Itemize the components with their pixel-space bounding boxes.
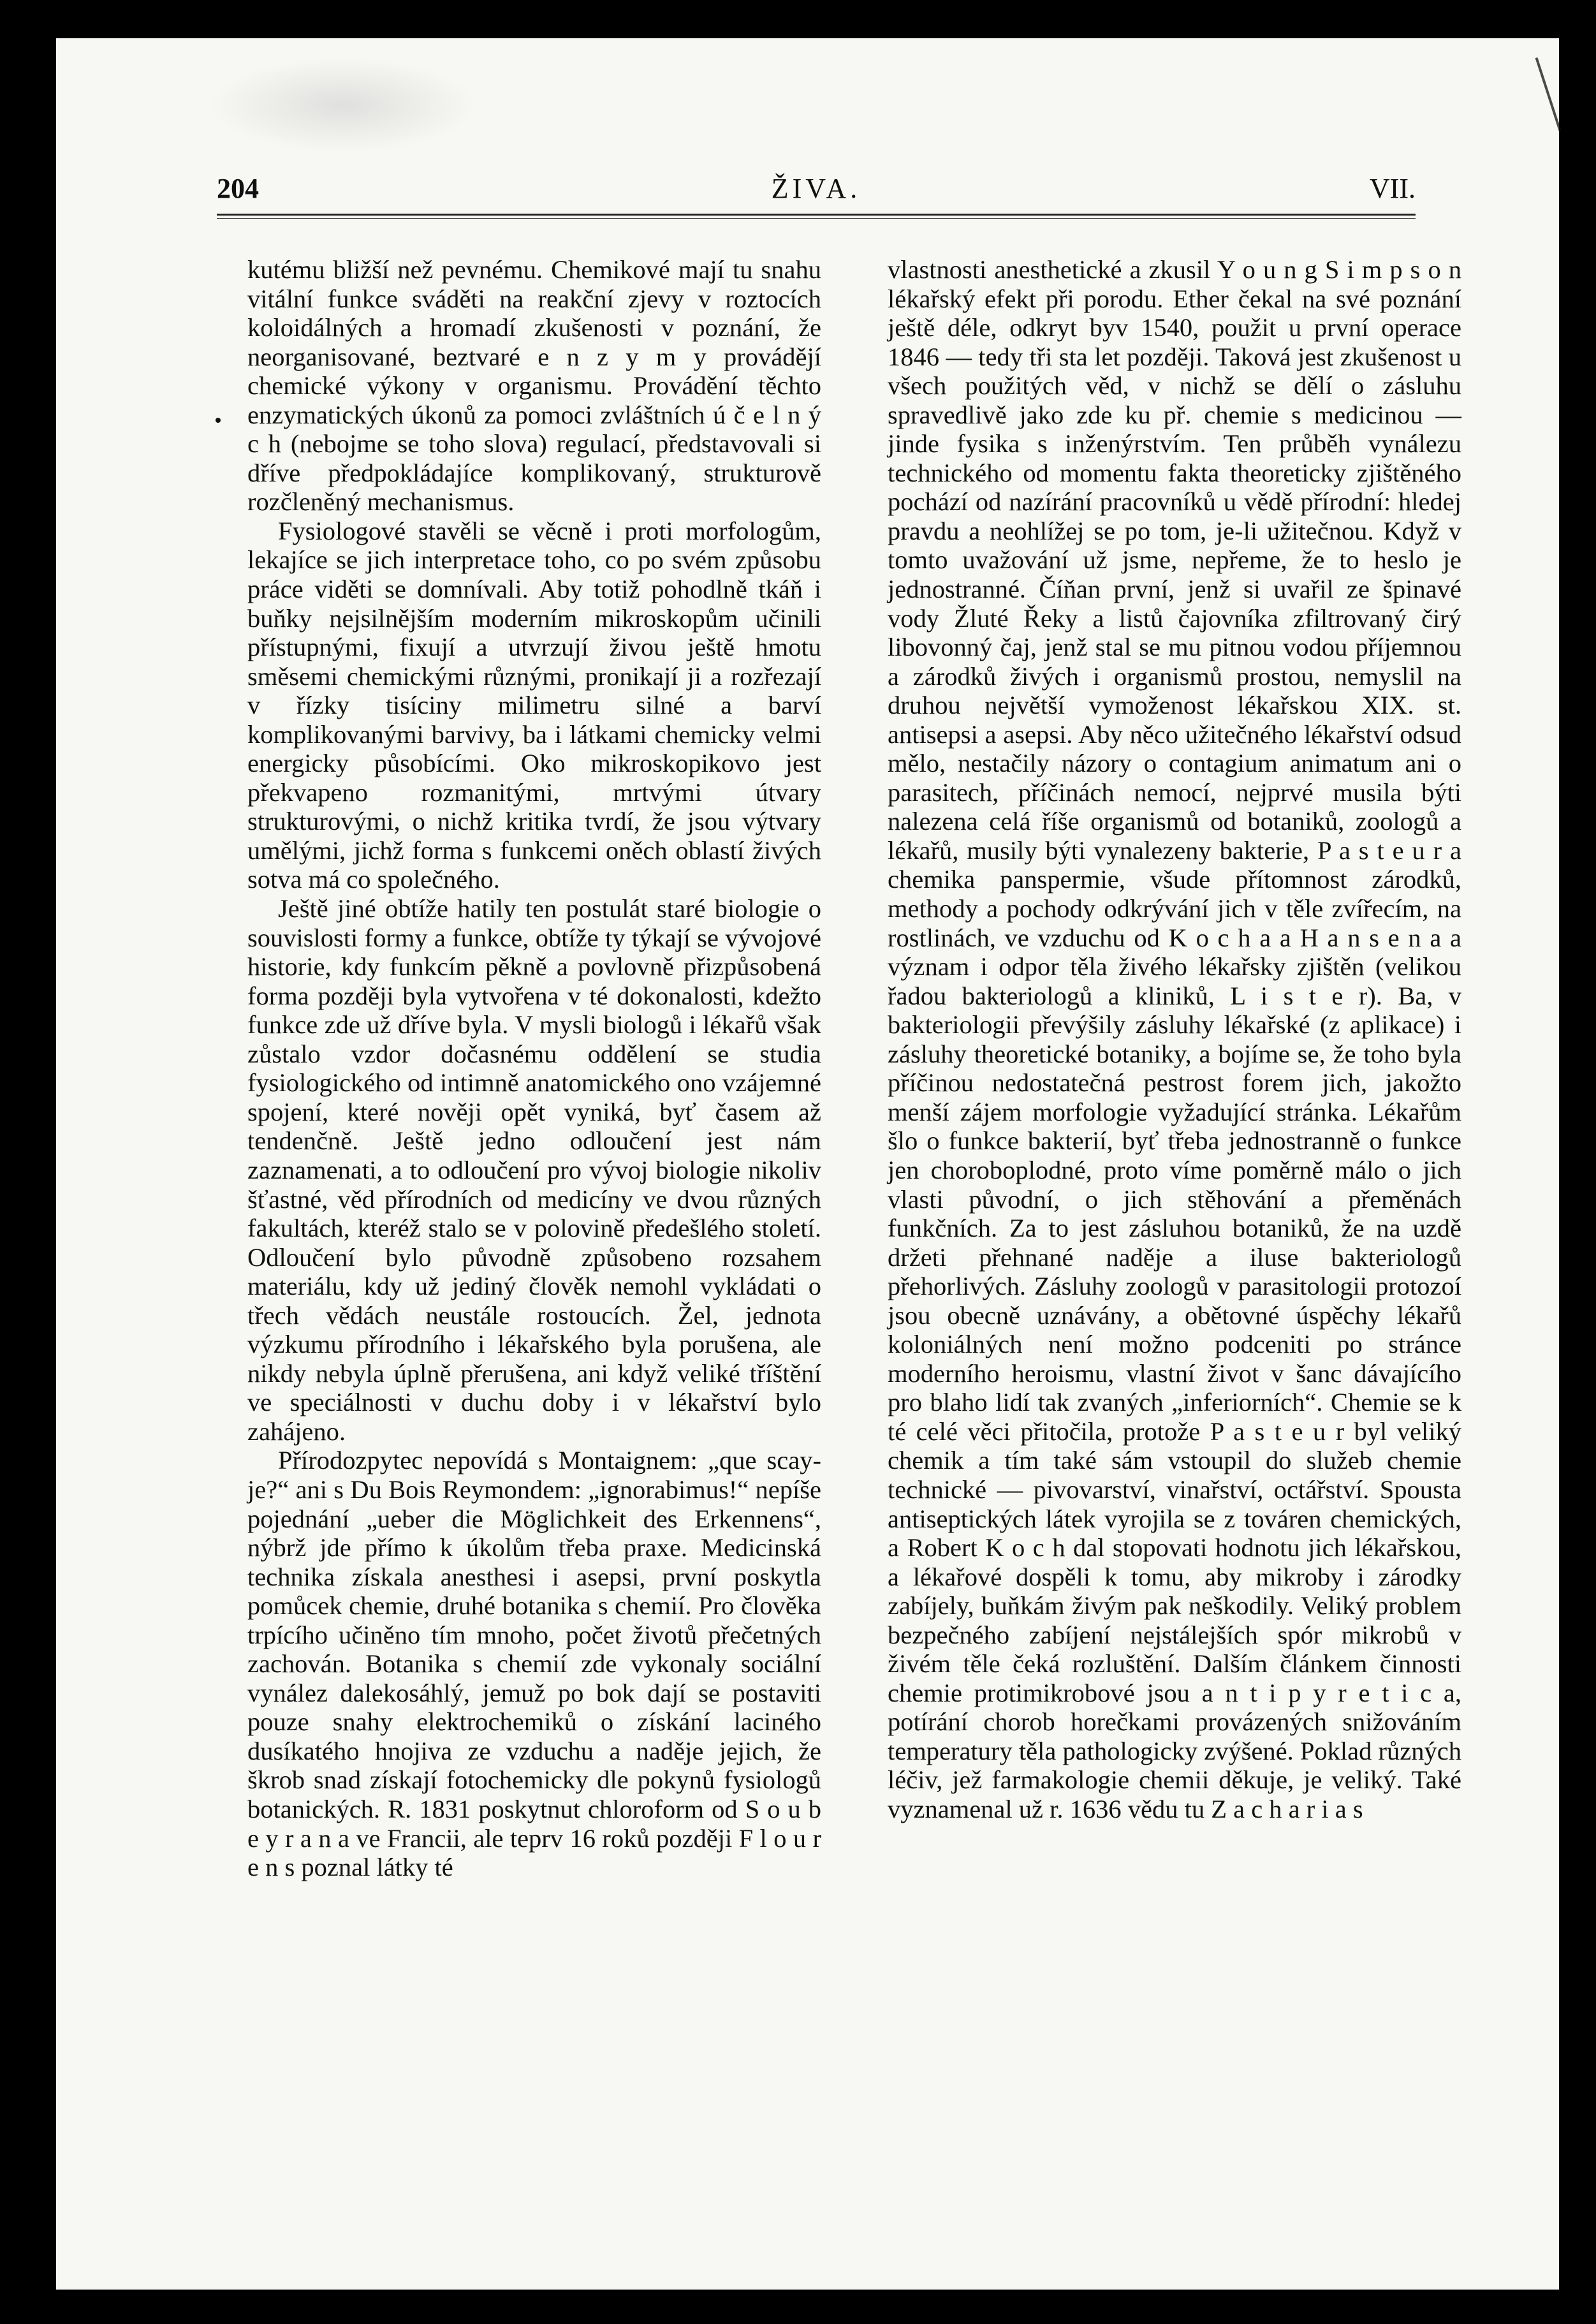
header-rule	[217, 214, 1416, 216]
paragraph: Ještě jiné obtíže hatily ten postulát staré biologie o souvislosti formy a funkce, obtíže ty týkají se vývojové historie, kdy funkcím pěkně a povlovně přizpůsobená forma později byla vytvořena v té dokonalosti, kdežto funkce zde už dříve byla. V mysli biologů i lékařů však zůstalo vzdor dočasnému oddělení se studia fysiologického od intimně anatomického ono vzájemné spojení, které nověji opět vyniká, byť časem až tendenčně. Ještě jedno odloučení jest nám zaznamenati, a to odloučení pro vývoj biologie nikoliv šťastné, věd přírodních od medicíny ve dvou různých fakultách, kteréž stalo se v polovině předešlého století. Odloučení bylo původně způsobeno rozsahem materiálu, kdy už jediný člověk nemohl vykládati o třech vědách neustále rostoucích. Žel, jednota výzkumu přírodního i lékařského byla porušena, ale nikdy nebyla úplně přerušena, ani když veliké tříštění ve speciálnosti v duchu doby i v lékařství bylo zahájeno.	[247, 894, 821, 1446]
margin-dot	[216, 418, 221, 423]
paragraph: kutému bližší než pevnému. Chemikové mají tu snahu vitální funkce sváděti na reakční zjevy v roztocích koloidálných a hromadí zkušenosti v poznání, že neorganisované, beztvaré e n z y m y provádějí chemické výkony v organismu. Provádění těchto enzymatických úkonů za pomoci zvláštních ú č e l n ý c h (nebojme se toho slova) regulací, představovali si dříve předpokládajíce komplikovaný, strukturově rozčleněný mechanismus.	[247, 255, 821, 517]
left-column	[247, 255, 821, 2092]
scan-smudge	[209, 57, 477, 153]
paragraph: Fysiologové stavěli se věcně i proti morfologům, lekajíce se jich interpretace toho, co po svém způsobu práce viděti se domnívali. Aby totiž pohodlně tkáň i buňky nejsilnějším moderním mikroskopům učinili přístupnými, fixují a utvrzují živou ještě hmotu směsemi chemickými různými, pronikají ji a rozřezají v řízky tisíciny milimetru silné a barví komplikovanými barvivy, ba i látkami chemicky velmi energicky působícími. Oko mikroskopikovo jest překvapeno rozmanitými, mrtvými útvary strukturovými, o nichž kritika tvrdí, že jsou výtvary umělými, jichž forma s funkcemi oněch oblastí živých sotva má co společného.	[247, 516, 821, 894]
page-number: 204	[217, 173, 259, 204]
paragraph: Přírodozpytec nepovídá s Montaignem: „que scay-je?“ ani s Du Bois Reymondem: „ignorabimus!“ nepíše pojednání „ueber die Möglichkeit des Erkennens“, nýbrž jde přímo k úkolům třeba praxe. Medicinská technika získala anesthesi i asepsi, první poskytla pomůcek chemie, druhé botanika s chemií. Pro člověka trpícího učiněno tím mnoho, počet životů přečetných zachován. Botanika s chemií zde vykonaly sociální vynález dalekosáhlý, jemuž po bok dají se postaviti pouze snahy elektrochemiků o získání laciného dusíkatého hnojiva ze vzduchu a naděje jejich, že škrob snad získají fotochemicky dle pokynů fysiologů botanických. R. 1831 poskytnut chloroform od S o u b e y r a n a ve Francii, ale teprv 16 roků později F l o u r e n s poznal látky té	[247, 1446, 821, 1882]
header-rule-thin	[217, 218, 1416, 219]
paragraph: vlastnosti anesthetické a zkusil Y o u n g S i m p s o n lékařský efekt při porodu. Ether čekal na své poznání ještě déle, odkryt byv 1540, použit u první operace 1846 — tedy tři sta let později. Taková jest zkušenost u všech použitých věd, v nichž se dělí o zásluhu spravedlivě jako zde ku př. chemie s medicinou — jinde fysika s inženýrstvím. Ten průběh vynálezu technického od momentu fakta theoreticky zjištěného pochází od nazírání pracovníků u vědě přírodní: hledej pravdu a neohlížej se po tom, je-li užitečnou. Když v tomto uvažování už jsme, nepřeme, že to heslo je jednostranné. Číňan první, jenž si uvařil ze špinavé vody Žluté Řeky a listů čajovníka zfiltrovaný čirý libovonný čaj, jenž stal se mu pitnou vodou příjemnou a zárodků živých i organismů prostou, nemyslil na druhou největší vymoženost lékařskou XIX. st. antisepsi a asepsi. Aby něco užitečného lékařství odsud mělo, nestačily názory o contagium animatum ani o parasitech, příčinách nemocí, nejprvé musila býti nalezena celá říše organismů od botaniků, zoologů a lékařů, musily býti vynalezeny bakterie, P a s t e u r a chemika panspermie, všude přítomnost zárodků, methody a pochody odkrývání jich v těle zvířecím, na rostlinách, ve vzduchu od K o c h a a H a n s e n a a význam i odpor těla živého lékařsky zjištěn (velikou řadou bakteriologů a kliniků, L i s t e r). Ba, v bakteriologii převýšily zásluhy lékařské (z aplikace) i zásluhy theoretické botaniky, a bojíme se, že toho byla příčinou nedostatečná pestrost forem jich, jakožto menší zájem morfologie vyžadující stránka. Lékařům šlo o funkce bakterií, byť třeba jednostranně o funkce jen choroboplodné, proto víme poměrně málo o jich vlasti původní, o jich stěhování a přeměnách funkčních. Za to jest zásluhou botaniků, že na uzdě držeti přehnané naděje a iluse bakteriologů přehorlivých. Zásluhy zoologů v parasitologii protozoí jsou obecně uznávány, a obětovné úspěchy lékařů koloniálných není možno podceniti po stránce moderního heroismu, vlastní život v šanc dávajícího pro blaho lidí tak zvaných „inferiorních“. Chemie se k té celé věci přitočila, protože P a s t e u r byl veliký chemik a tím také sám vstoupil do služeb chemie technické — pivovarství, vinařství, octářství. Spousta antiseptických látek vyrojila se z továren chemických, a Robert K o c h dal stopovati hodnotu jich lékařskou, a lékařové dospěli k tomu, aby mikroby i zárodky zabíjely, buňkám živým pak neškodily. Veliký problem bezpečného zabíjení nejstálejších spór mikrobů v živém těle čeká rozluštění. Dalším článkem činnosti chemie protimikrobové jsou a n t i p y r e t i c a, potírání chorob horečkami provázených snižováním temperatury těla pathologicky zvýšené. Poklad různých léčiv, jež farmakologie chemii děkuje, je veliký. Také vyznamenal už r. 1636 vědu tu Z a c h a r i a s	[888, 255, 1461, 1823]
journal-title: ŽIVA.	[771, 173, 861, 204]
volume-number: VII.	[1369, 173, 1416, 204]
right-column	[888, 255, 1461, 2092]
margin-mark	[1487, 57, 1562, 147]
page-header	[217, 172, 1416, 210]
